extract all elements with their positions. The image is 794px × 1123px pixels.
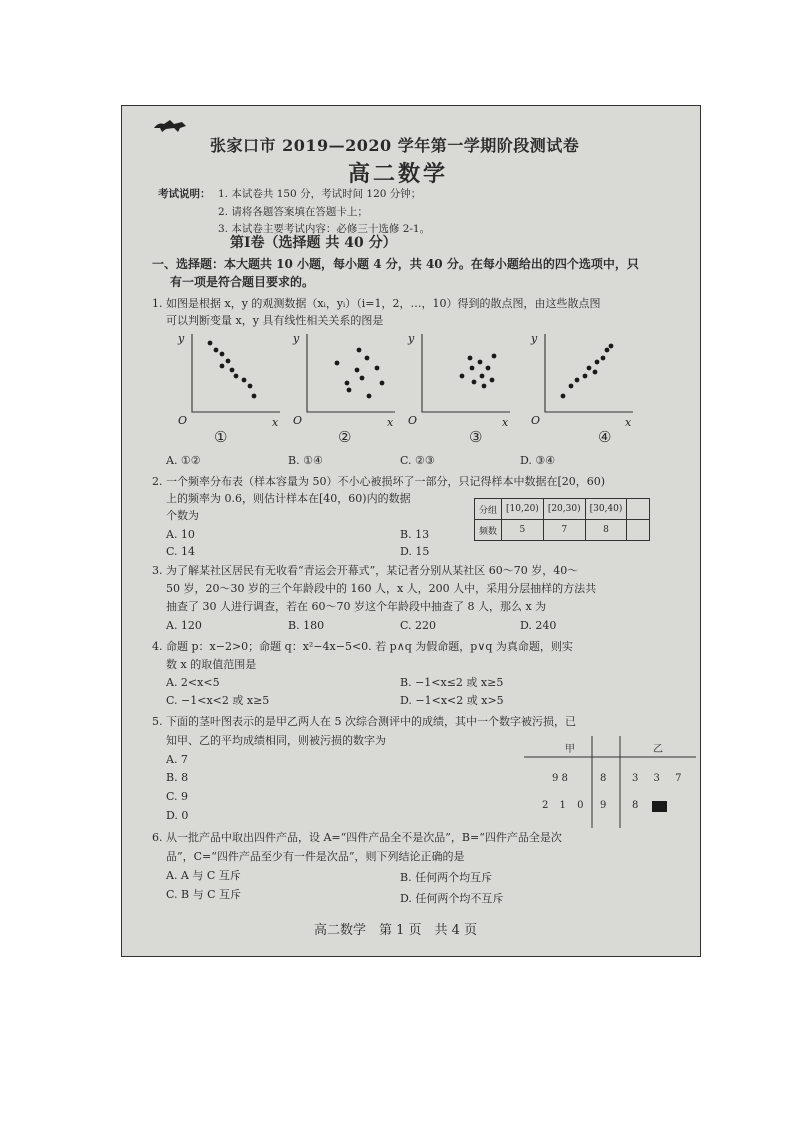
leaf-left: 9 8 (552, 773, 568, 784)
scatter-point (357, 348, 362, 353)
scatter-point (609, 344, 614, 349)
stem-value: 8 (600, 773, 607, 784)
q1-line: 1. 如图是根据 x，y 的观测数据（xᵢ，yᵢ）（i=1，2，…，10）得到的散点图，由这些散点图 (152, 297, 601, 310)
axis-lines (422, 334, 510, 412)
scatter-point (220, 352, 225, 357)
q2-line: 2. 一个频率分布表（样本容量为 50）不小心被损坏了一部分，只记得样本中数据在[20，60) (152, 475, 606, 488)
table-cell (627, 520, 650, 541)
note-item: 3. 本试卷主要考试内容：必修三十选修 2-1。 (218, 223, 431, 235)
q2-line: 上的频率为 0.6，则估计样本在[40，60)内的数据 (166, 492, 411, 505)
page-footer: 高二数学 第 1 页 共 4 页 (314, 923, 478, 938)
axis-lines (545, 334, 633, 412)
q6-option-a: A. A 与 C 互斥 (166, 869, 241, 882)
axis-y-label: y (531, 332, 538, 345)
q6-line: 品”，C=“四件产品至少有一件是次品”，则下列结论正确的是 (166, 850, 465, 863)
exam-title: 张家口市 2019—2020 学年第一学期阶段测试卷 (210, 136, 580, 155)
q4-option-b: B. −1<x≤2 或 x≥5 (400, 676, 504, 689)
scatter-point (230, 368, 235, 373)
stem-right-label: 乙 (653, 744, 663, 755)
q4-option-c: C. −1<x<2 或 x≥5 (166, 694, 270, 707)
table-header-cell: 分组 (475, 499, 502, 520)
axis-y-label: y (178, 332, 185, 345)
section-intro: 有一项是符合题目要求的。 (170, 275, 315, 289)
q6-line: 6. 从一批产品中取出四件产品，设 A=“四件产品全不是次品”，B=“四件产品全是次 (152, 831, 562, 844)
scatter-point (345, 381, 350, 386)
scatter-point (214, 348, 219, 353)
axis-x-label: x (625, 416, 632, 429)
scatter-point (375, 366, 380, 371)
scatter-point (468, 356, 473, 361)
scatter-point (490, 378, 495, 383)
q5-option-b: B. 8 (166, 771, 189, 784)
scatter-point (208, 341, 213, 346)
scatter-point (220, 364, 225, 369)
notes-label: 考试说明： (158, 188, 211, 200)
q4-line: 4. 命题 p：x−2>0；命题 q：x²−4x−5<0. 若 p∧q 为假命题，p∨q 为真命题，则实 (152, 640, 573, 653)
scatter-point (347, 388, 352, 393)
scatter-panel-3 (407, 332, 510, 429)
scatter-point (569, 384, 574, 389)
q2-option-b: B. 13 (400, 528, 430, 541)
q4-option-d: D. −1<x<2 或 x>5 (400, 694, 504, 707)
q5-line: 知甲、乙的平均成绩相同，则被污损的数字为 (166, 734, 386, 747)
table-header-cell (627, 499, 650, 520)
q3-line: 3. 为了解某社区居民有无收看“青运会开幕式”，某记者分别从某社区 60～70 岁，40～ (152, 564, 579, 577)
scatter-point (367, 394, 372, 399)
q2-option-c: C. 14 (166, 545, 196, 558)
scatter-point (460, 374, 465, 379)
scatter-point (365, 356, 370, 361)
scatter-point (472, 380, 477, 385)
plot-label-2: ② (338, 428, 352, 446)
plot-label-4: ④ (598, 428, 612, 446)
note-item: 2. 请将各题答案填在答题卡上； (218, 206, 368, 218)
plot-label-1: ① (214, 428, 228, 446)
smudged-digit (652, 801, 667, 812)
table-header-cell: [10,20) (502, 499, 544, 520)
scatter-panel-1 (177, 332, 280, 429)
scatter-point (360, 376, 365, 381)
q4-line: 数 x 的取值范围是 (166, 658, 257, 671)
table-header-cell: [20,30) (543, 499, 585, 520)
table-cell: 频数 (475, 520, 502, 541)
q3-option-a: A. 120 (166, 619, 202, 632)
scatter-point (561, 394, 566, 399)
leaf-right: 3 3 7 (632, 773, 688, 784)
table-header-cell: [30,40) (585, 499, 627, 520)
scatter-point (492, 354, 497, 359)
scatter-point (242, 378, 247, 383)
scatter-point (595, 360, 600, 365)
origin-label: O (178, 414, 188, 427)
scatter-plots (162, 328, 682, 438)
scatter-point (380, 381, 385, 386)
scatter-point (226, 359, 231, 364)
q6-option-c: C. B 与 C 互斥 (166, 888, 242, 901)
table-cell: 8 (585, 520, 627, 541)
q1-option-c: C. ②③ (400, 454, 435, 467)
q5-option-d: D. 0 (166, 809, 189, 822)
table-cell: 5 (502, 520, 544, 541)
q1-option-a: A. ①② (166, 454, 201, 467)
scatter-point (355, 368, 360, 373)
plot-label-3: ③ (469, 428, 483, 446)
scatter-point (234, 374, 239, 379)
subject-title: 高二数学 (348, 161, 449, 187)
q3-line: 50 岁，20～30 岁的三个年龄段中的 160 人，x 人，200 人中，采用分层抽样的方法共 (166, 582, 597, 595)
scatter-point (480, 374, 485, 379)
scatter-point (482, 384, 487, 389)
q5-line: 5. 下面的茎叶图表示的是甲乙两人在 5 次综合测评中的成绩，其中一个数字被污损，已 (152, 715, 576, 728)
scatter-point (470, 366, 475, 371)
leaf-right: 8 (632, 800, 639, 811)
frequency-table (474, 498, 650, 541)
q5-option-a: A. 7 (166, 753, 188, 766)
q2-option-d: D. 15 (400, 545, 430, 558)
axis-lines (307, 334, 395, 412)
q5-option-c: C. 9 (166, 790, 189, 803)
scatter-point (575, 378, 580, 383)
note-item: 1. 本试卷共 150 分，考试时间 120 分钟； (218, 188, 422, 200)
section-title: 第Ⅰ卷（选择题 共 40 分） (230, 235, 397, 251)
scatter-point (601, 356, 606, 361)
origin-label: O (293, 414, 303, 427)
scatter-point (252, 394, 257, 399)
stem-value: 9 (600, 800, 607, 811)
q2-line: 个数为 (166, 509, 199, 522)
exam-page-photo (121, 105, 701, 957)
q3-option-d: D. 240 (520, 619, 557, 632)
q4-option-a: A. 2<x<5 (166, 676, 220, 689)
origin-label: O (408, 414, 418, 427)
scatter-point (478, 360, 483, 365)
q1-option-b: B. ①④ (288, 454, 323, 467)
scatter-point (593, 370, 598, 375)
scatter-point (248, 384, 253, 389)
axis-x-label: x (387, 416, 394, 429)
q1-option-d: D. ③④ (520, 454, 556, 467)
axis-y-label: y (293, 332, 300, 345)
q3-option-c: C. 220 (400, 619, 437, 632)
axis-x-label: x (502, 416, 509, 429)
q3-option-b: B. 180 (288, 619, 325, 632)
q6-option-b: B. 任何两个均互斥 (400, 871, 493, 884)
scatter-point (583, 374, 588, 379)
section-intro: 一、选择题：本大题共 10 小题，每小题 4 分，共 40 分。在每小题给出的四个选项中，只 (152, 257, 639, 271)
q1-line: 可以判断变量 x，y 具有线性相关关系的图是 (166, 314, 384, 327)
scatter-panel-2 (292, 332, 395, 429)
scatter-point (486, 366, 491, 371)
leaf-left: 2 1 0 (542, 800, 588, 811)
axis-lines (192, 334, 280, 412)
scatter-point (605, 348, 610, 353)
axis-x-label: x (272, 416, 279, 429)
scatter-panel-4 (530, 332, 633, 429)
stem-left-label: 甲 (565, 744, 575, 755)
logo-icon (152, 116, 188, 134)
origin-label: O (531, 414, 541, 427)
table-cell: 7 (543, 520, 585, 541)
scatter-point (587, 366, 592, 371)
q6-option-d: D. 任何两个均不互斥 (400, 892, 504, 905)
scatter-point (335, 361, 340, 366)
q3-line: 抽查了 30 人进行调查，若在 60～70 岁这个年龄段中抽查了 8 人，那么 x 为 (166, 600, 547, 613)
axis-y-label: y (408, 332, 415, 345)
q2-option-a: A. 10 (166, 528, 195, 541)
